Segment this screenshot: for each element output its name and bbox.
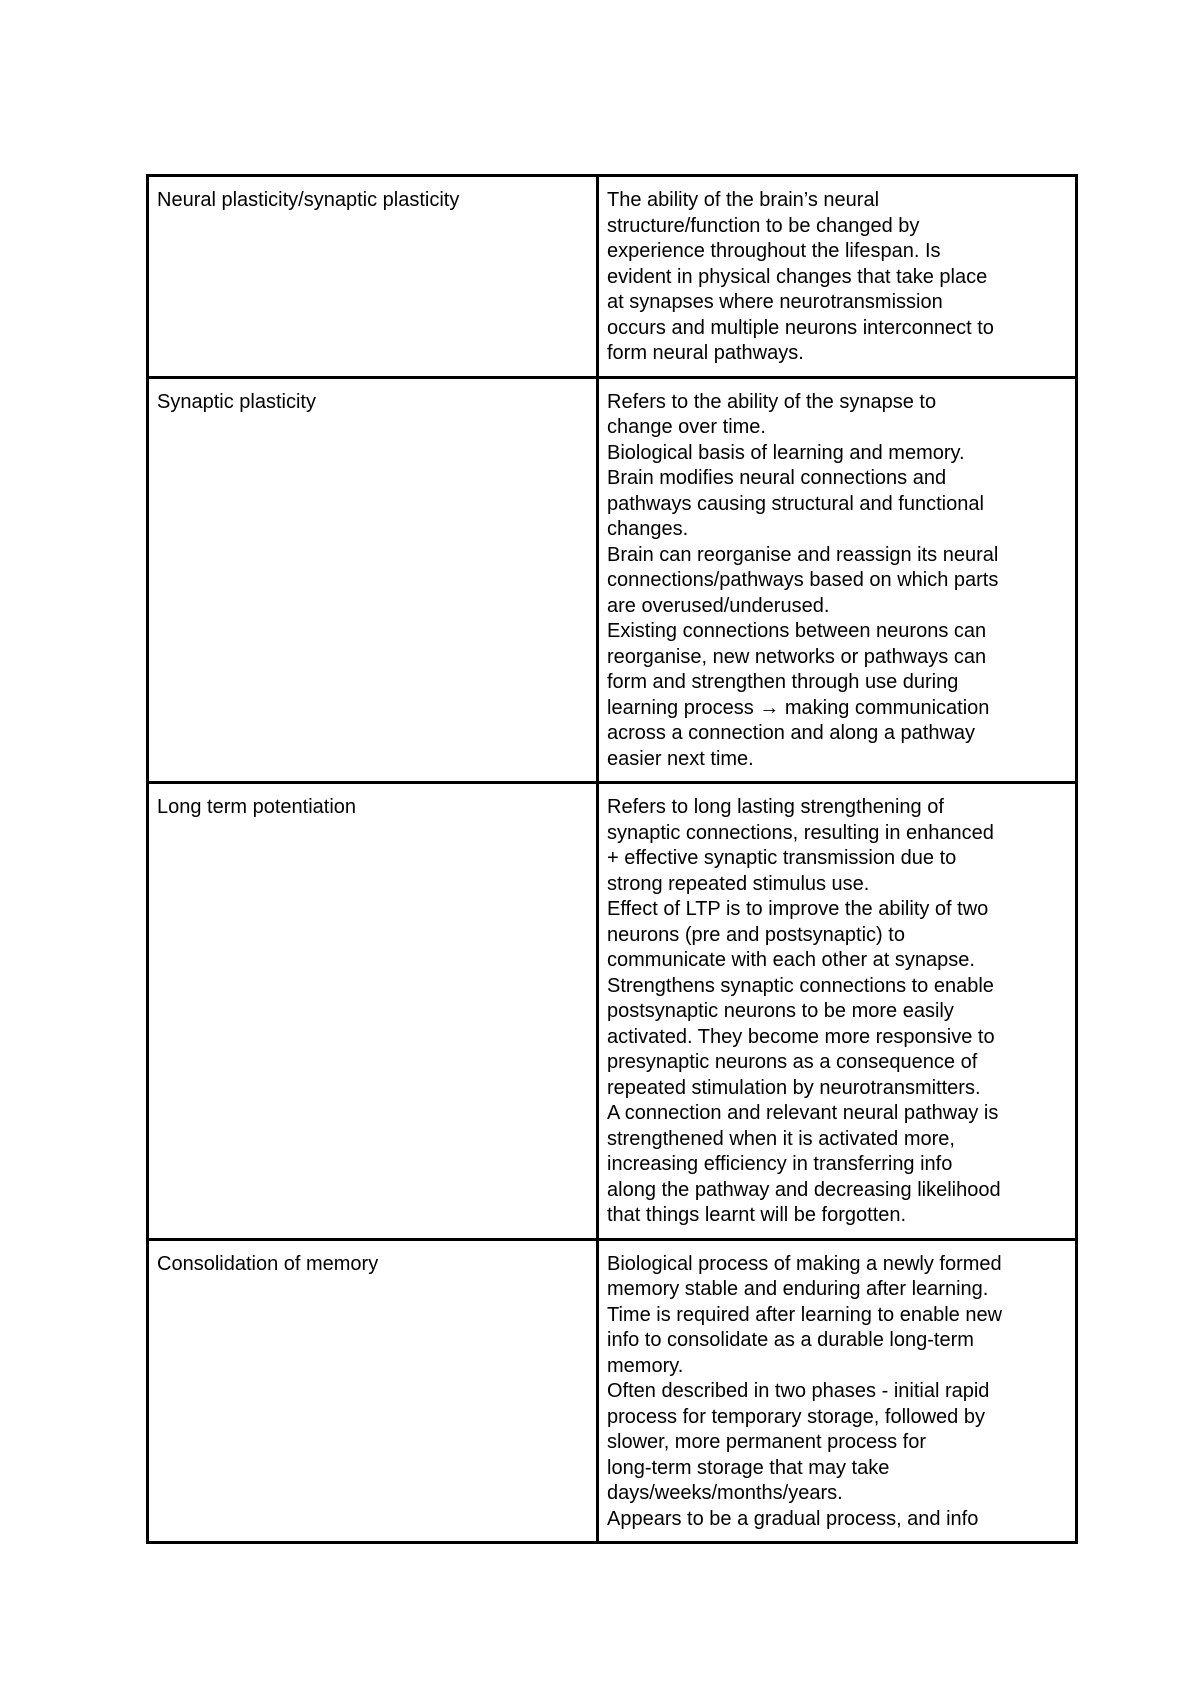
definition-line: that things learnt will be forgotten. — [607, 1204, 907, 1226]
definition-line: long-term storage that may take — [607, 1456, 890, 1479]
definition-line: learning process → making communication — [607, 696, 990, 719]
table-row — [148, 377, 1077, 783]
definition-line: pathways causing structural and functional — [607, 492, 984, 515]
term-cell — [148, 176, 598, 378]
definition-line: A connection and relevant neural pathway is — [607, 1102, 999, 1124]
definition-line: presynaptic neurons as a consequence of — [607, 1051, 978, 1073]
definition-line: along the pathway and decreasing likelihood — [607, 1178, 1001, 1201]
definition-line: across a connection and along a pathway — [607, 722, 976, 744]
definition-line: Brain can reorganise and reassign its neural — [607, 543, 999, 566]
definition-line: postsynaptic neurons to be more easily — [607, 1000, 954, 1022]
definition-line: The ability of the brain’s neural — [607, 189, 880, 211]
definition-line: activated. They become more responsive to — [607, 1025, 995, 1048]
definition-line: process for temporary storage, followed by — [607, 1405, 985, 1428]
definition-line: days/weeks/months/years. — [607, 1482, 843, 1504]
definition-line: change over time. — [607, 416, 766, 438]
definitions-table — [146, 174, 1078, 1544]
definition-line: Time is required after learning to enable new — [607, 1303, 1003, 1326]
definition-line: Biological process of making a newly formed — [607, 1252, 1002, 1275]
definition-line: info to consolidate as a durable long-term — [607, 1329, 974, 1351]
definition-cell — [598, 377, 1077, 783]
definition-line: form neural pathways. — [607, 342, 804, 364]
term-text: Synaptic plasticity — [157, 390, 316, 413]
definitions-table-body — [148, 176, 1077, 1543]
definition-line: memory. — [607, 1354, 684, 1377]
definition-line: repeated stimulation by neurotransmitters. — [607, 1076, 981, 1099]
term-text: Neural plasticity/synaptic plasticity — [157, 189, 460, 211]
table-row — [148, 783, 1077, 1240]
definition-line: evident in physical changes that take place — [607, 265, 988, 288]
definition-line: Often described in two phases - initial rapid — [607, 1380, 990, 1402]
term-text: Consolidation of memory — [157, 1252, 379, 1275]
definition-line: Existing connections between neurons can — [607, 620, 987, 642]
definition-line: neurons (pre and postsynaptic) to — [607, 923, 905, 946]
definition-line: increasing efficiency in transferring info — [607, 1153, 953, 1175]
definition-line: form and strengthen through use during — [607, 671, 959, 693]
definition-line: experience throughout the lifespan. Is — [607, 240, 941, 262]
definition-line: are overused/underused. — [607, 594, 830, 617]
definition-line: reorganise, new networks or pathways can — [607, 645, 987, 668]
definition-line: strong repeated stimulus use. — [607, 872, 870, 895]
definition-line: Appears to be a gradual process, and info — [607, 1507, 979, 1530]
definition-line: Brain modifies neural connections and — [607, 467, 947, 489]
definition-line: at synapses where neurotransmission — [607, 291, 943, 313]
definition-line: synaptic connections, resulting in enhanced — [607, 821, 994, 844]
definition-line: slower, more permanent process for — [607, 1431, 927, 1453]
definition-line: communicate with each other at synapse. — [607, 949, 975, 971]
definition-line: occurs and multiple neurons interconnect to — [607, 316, 994, 339]
definition-line: + effective synaptic transmission due to — [607, 847, 957, 869]
definition-line: changes. — [607, 518, 689, 540]
definition-line: Refers to long lasting strengthening of — [607, 796, 944, 818]
definition-line: Strengthens synaptic connections to enable — [607, 974, 994, 997]
definition-line: Effect of LTP is to improve the ability of two — [607, 898, 989, 920]
definition-line: connections/pathways based on which parts — [607, 569, 999, 591]
definition-cell — [598, 783, 1077, 1240]
term-cell — [148, 377, 598, 783]
term-text: Long term potentiation — [157, 796, 357, 818]
definition-line: memory stable and enduring after learning. — [607, 1278, 989, 1300]
table-row — [148, 176, 1077, 378]
definition-line: Biological basis of learning and memory. — [607, 441, 965, 464]
term-cell — [148, 1239, 598, 1543]
table-row — [148, 1239, 1077, 1543]
definition-line: easier next time. — [607, 747, 754, 770]
definition-line: structure/function to be changed by — [607, 214, 920, 237]
definition-line: Refers to the ability of the synapse to — [607, 390, 937, 413]
term-cell — [148, 783, 598, 1240]
definition-cell — [598, 176, 1077, 378]
definition-line: strengthened when it is activated more, — [607, 1127, 955, 1150]
definition-cell — [598, 1239, 1077, 1543]
